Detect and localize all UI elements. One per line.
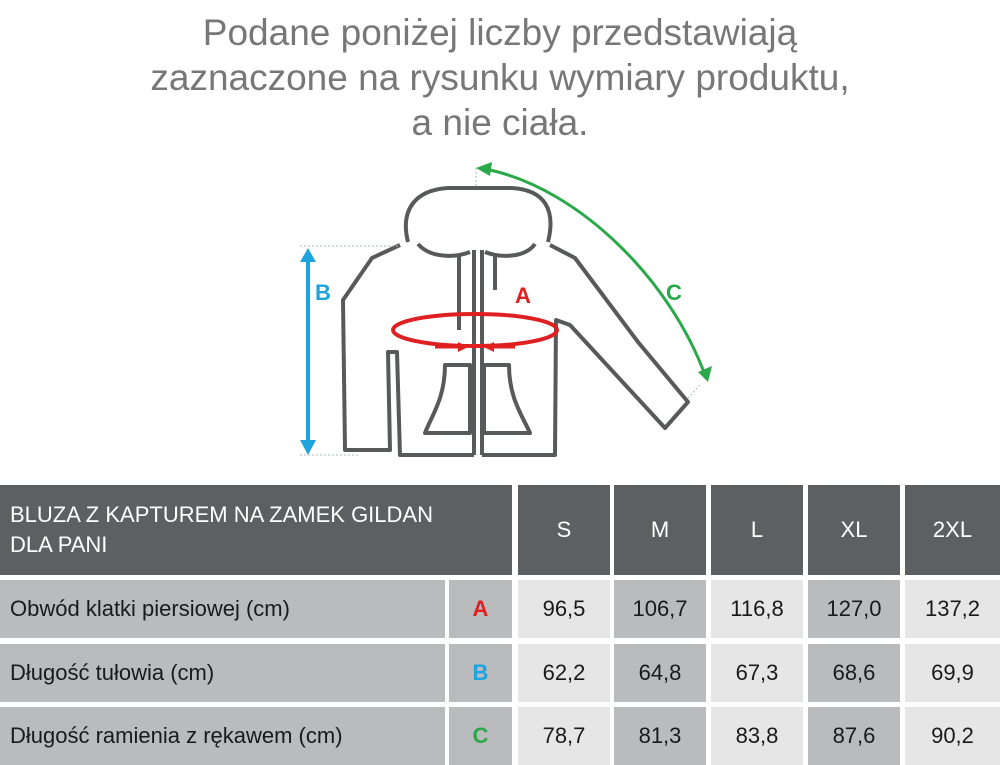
row-letter-a: A (449, 580, 512, 638)
label-a: A (515, 283, 531, 308)
headline-line-1: Podane poniżej liczby przedstawiają (202, 12, 798, 53)
table-cell: 83,8 (711, 707, 803, 765)
row-label-chest: Obwód klatki piersiowej (cm) (0, 580, 445, 638)
body-left-outline (343, 245, 474, 455)
table-cell: 78,7 (518, 707, 610, 765)
table-cell: 116,8 (711, 580, 803, 638)
table-cell: 137,2 (905, 580, 1000, 638)
size-table (0, 485, 1000, 765)
table-cell: 62,2 (518, 644, 610, 702)
zipper-line (474, 250, 482, 455)
headline-line-3: a nie ciała. (411, 102, 589, 143)
table-cell: 127,0 (808, 580, 900, 638)
table-cell: 106,7 (614, 580, 706, 638)
row-letter-b: B (449, 644, 512, 702)
hood-inner (418, 244, 535, 256)
pocket-outline (425, 365, 530, 433)
table-cell: 67,3 (711, 644, 803, 702)
size-header-2xl: 2XL (905, 485, 1000, 575)
row-letter-c: C (449, 707, 512, 765)
size-header-m: M (614, 485, 706, 575)
row-label-torso: Długość tułowia (cm) (0, 644, 445, 702)
table-title (0, 485, 512, 575)
table-cell: 69,9 (905, 644, 1000, 702)
label-b: B (315, 280, 331, 305)
hoodie-diagram (290, 158, 730, 470)
table-cell: 90,2 (905, 707, 1000, 765)
size-header-s: S (518, 485, 610, 575)
table-title-line-1: BLUZA Z KAPTUREM NA ZAMEK GILDAN (10, 502, 433, 527)
table-title-line-2: DLA PANI (10, 532, 108, 557)
size-header-xl: XL (808, 485, 900, 575)
table-cell: 87,6 (808, 707, 900, 765)
table-cell: 81,3 (614, 707, 706, 765)
table-cell: 64,8 (614, 644, 706, 702)
headline-line-2: zaznaczone na rysunku wymiary produktu, (150, 57, 850, 98)
size-header-l: L (711, 485, 803, 575)
table-cell: 68,6 (808, 644, 900, 702)
hood-outline (406, 188, 551, 242)
table-cell: 96,5 (518, 580, 610, 638)
label-c: C (666, 280, 682, 305)
body-right-outline (482, 245, 688, 455)
headline (0, 10, 1000, 145)
row-label-sleeve: Długość ramienia z rękawem (cm) (0, 707, 445, 765)
